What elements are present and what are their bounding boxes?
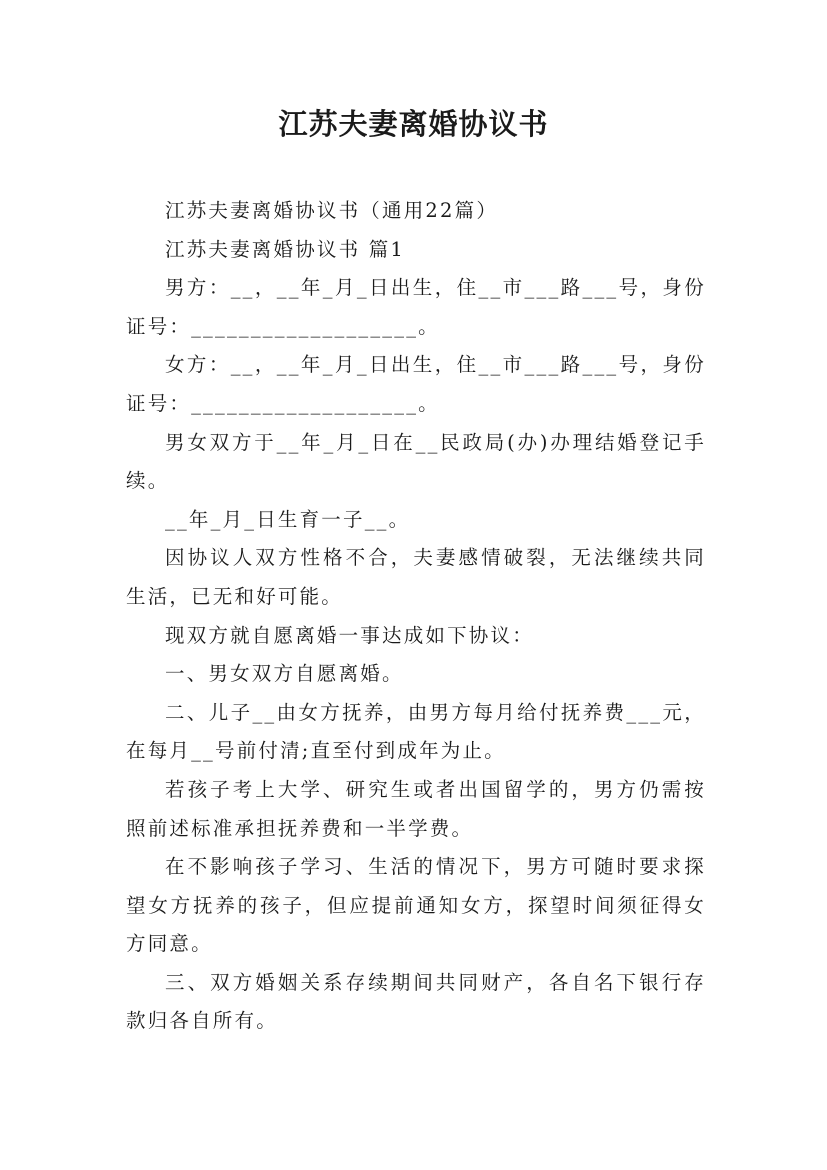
document-body xyxy=(126,192,706,1041)
paragraph-male-party: 男方：__，__年_月_日出生，住__市___路___号，身份证号：___________________。 xyxy=(126,276,706,338)
paragraph-marriage-registration: 男女双方于__年_月_日在__民政局(办)办理结婚登记手续。 xyxy=(126,430,706,493)
paragraph-clause-3: 三、双方婚姻关系存续期间共同财产，各自名下银行存款归各自所有。 xyxy=(126,970,706,1033)
paragraph-clause-1: 一、男女双方自愿离婚。 xyxy=(165,662,404,686)
paragraph-clause-2: 二、儿子__由女方抚养，由男方每月给付抚养费___元，在每月__号前付清;直至付到成年为止。 xyxy=(126,700,706,763)
paragraph-visitation: 在不影响孩子学习、生活的情况下，男方可随时要求探望女方抚养的孩子，但应提前通知女方，探望时间须征得女方同意。 xyxy=(126,855,706,956)
paragraph-reason: 因协议人双方性格不合，夫妻感情破裂，无法继续共同生活，已无和好可能。 xyxy=(126,546,706,608)
document-title: 江苏夫妻离婚协议书 xyxy=(278,107,549,141)
paragraph-female-party: 女方：__，__年_月_日出生，住__市___路___号，身份证号：___________________。 xyxy=(126,353,706,415)
paragraph-section-heading: 江苏夫妻离婚协议书 篇1 xyxy=(165,237,406,261)
paragraph-agreement-intro: 现双方就自愿离婚一事达成如下协议： xyxy=(165,623,534,647)
paragraph-child-birth: __年_月_日生育一子__。 xyxy=(165,507,411,531)
paragraph-subtitle: 江苏夫妻离婚协议书（通用22篇） xyxy=(165,199,499,222)
paragraph-tuition: 若孩子考上大学、研究生或者出国留学的，男方仍需按照前述标准承担抚养费和一半学费。 xyxy=(126,777,706,840)
